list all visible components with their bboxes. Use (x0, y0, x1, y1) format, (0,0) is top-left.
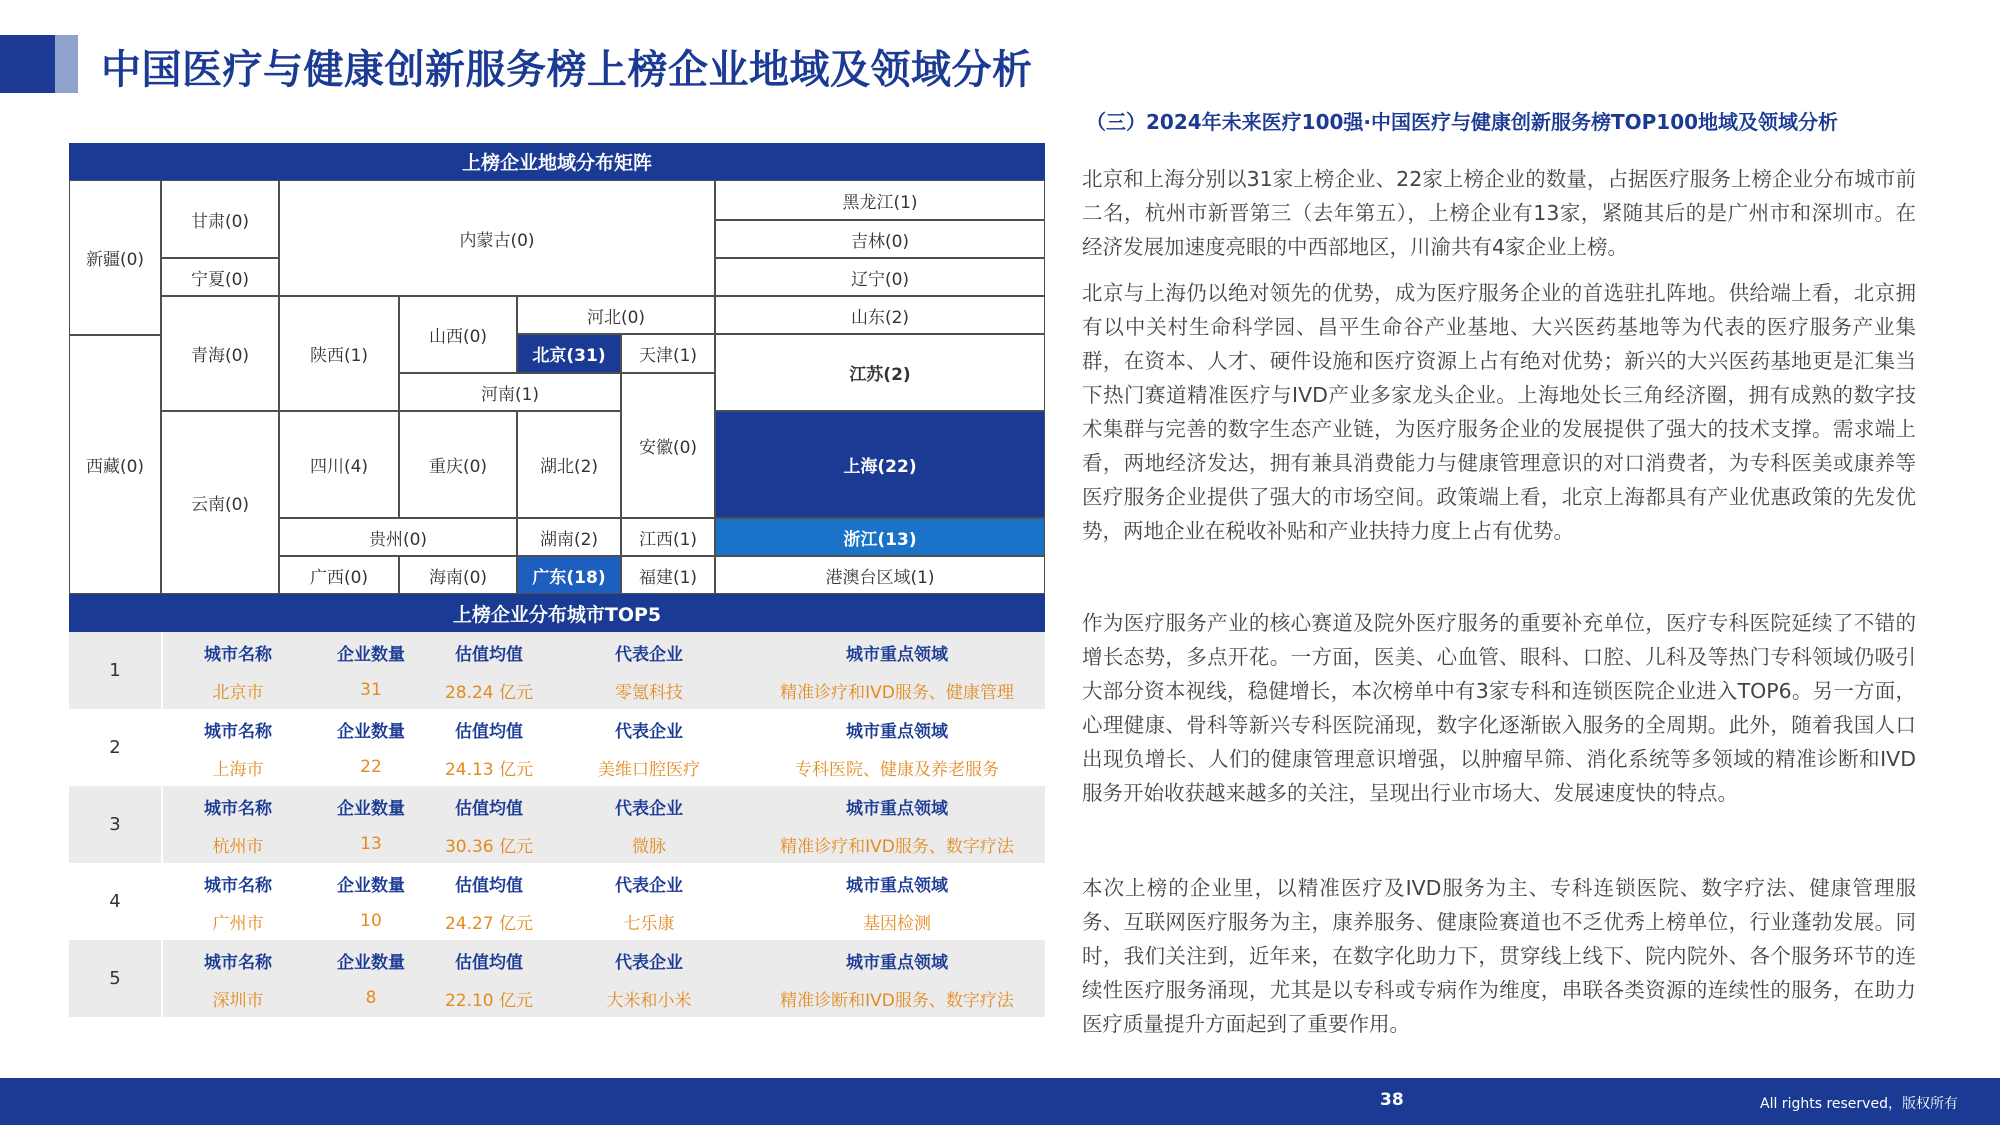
region-cell-hubei: 湖北(2) (517, 411, 621, 518)
column-header: 城市重点领域 (846, 721, 948, 742)
region-cell-xinjiang: 新疆(0) (69, 180, 161, 335)
title-accent-bar (0, 35, 55, 93)
column-header: 估值均值 (455, 798, 523, 819)
column-header: 企业数量 (337, 798, 405, 819)
column-header: 估值均值 (455, 875, 523, 896)
region-cell-sichuan: 四川(4) (279, 411, 399, 518)
column-header: 城市名称 (204, 798, 272, 819)
cell-focus: 专科医院、健康及养老服务 (795, 759, 999, 780)
column-header: 企业数量 (337, 875, 405, 896)
rank-number: 5 (109, 968, 121, 989)
region-cell-hunan: 湖南(2) (517, 518, 621, 556)
column-header: 代表企业 (615, 952, 683, 973)
region-cell-anhui: 安徽(0) (621, 373, 715, 518)
footer-bar (0, 1078, 2000, 1125)
table-row (69, 709, 1045, 786)
column-header: 城市重点领域 (846, 644, 948, 665)
region-cell-shaanxi: 陕西(1) (279, 296, 399, 411)
region-cell-guangxi: 广西(0) (279, 556, 399, 594)
region-cell-shanxi: 山西(0) (399, 296, 517, 373)
rank-number: 3 (109, 814, 121, 835)
top5-city-table (69, 594, 1045, 1020)
region-cell-xizang: 西藏(0) (69, 335, 161, 594)
column-header: 代表企业 (615, 721, 683, 742)
cell-focus: 基因检测 (863, 913, 931, 934)
region-cell-qinghai: 青海(0) (161, 296, 279, 411)
region-cell-jiangsu: 江苏(2) (715, 334, 1045, 411)
region-cell-jiangxi: 江西(1) (621, 518, 715, 556)
copyright-text: All rights reserved，版权所有 (1760, 1096, 1958, 1112)
region-cell-hebei: 河北(0) (517, 296, 715, 334)
paragraph: 本次上榜的企业里，以精准医疗及IVD服务为主、专科连锁医院、数字疗法、健康管理服务、互联网医疗服务为主，康养服务、健康险赛道也不乏优秀上榜单位，行业蓬勃发展。同时，我们关注到，近年来，在数字化助力下，贯穿线上线下、院内院外、各个服务环节的连续性医疗服务涌现，尤其是以专科或专病作为维度，串联各类资源的连续性的服务，在助力医疗质量提升方面起到了重要作用。 (1082, 876, 1916, 1036)
column-header: 城市名称 (204, 952, 272, 973)
region-cell-liaoning: 辽宁(0) (715, 258, 1045, 296)
table-row (69, 940, 1045, 1017)
column-header: 城市重点领域 (846, 952, 948, 973)
region-cell-tianjin: 天津(1) (621, 334, 715, 373)
region-cell-jilin: 吉林(0) (715, 220, 1045, 258)
cell-valuation: 24.27 亿元 (444, 913, 534, 934)
region-cell-heilongjiang: 黑龙江(1) (715, 180, 1045, 220)
table-row (69, 863, 1045, 940)
cell-valuation: 24.13 亿元 (444, 759, 534, 780)
cell-city: 杭州市 (212, 836, 264, 857)
region-cell-chongqing: 重庆(0) (399, 411, 517, 518)
cell-valuation: 22.10 亿元 (444, 990, 534, 1011)
region-cell-shandong: 山东(2) (715, 296, 1045, 334)
cell-company: 大米和小米 (606, 990, 692, 1011)
region-cell-neimenggu: 内蒙古(0) (279, 180, 715, 296)
column-header: 估值均值 (455, 952, 523, 973)
column-header: 城市重点领域 (846, 798, 948, 819)
cell-count: 13 (360, 834, 382, 854)
table-row (69, 786, 1045, 863)
region-cell-shanghai: 上海(22) (715, 411, 1045, 518)
region-cell-zhejiang: 浙江(13) (715, 518, 1045, 556)
column-header: 代表企业 (615, 798, 683, 819)
cell-focus: 精准诊断和IVD服务、数字疗法 (780, 990, 1014, 1011)
cell-city: 广州市 (212, 913, 264, 934)
region-cell-fujian: 福建(1) (621, 556, 715, 594)
cell-count: 22 (360, 757, 382, 777)
title-accent-bar-light (55, 35, 78, 93)
cell-city: 上海市 (212, 759, 264, 780)
region-cell-ningxia: 宁夏(0) (161, 258, 279, 296)
region-cell-beijing: 北京(31) (517, 334, 621, 373)
cell-count: 8 (365, 988, 377, 1008)
cell-valuation: 28.24 亿元 (444, 682, 534, 703)
table-row (69, 632, 1045, 709)
column-header: 估值均值 (455, 644, 523, 665)
section-heading: （三）2024年未来医疗100强·中国医疗与健康创新服务榜TOP100地域及领域分析 (1086, 110, 1839, 134)
column-header: 企业数量 (337, 952, 405, 973)
cell-city: 北京市 (212, 682, 264, 703)
column-header: 城市名称 (204, 721, 272, 742)
matrix-header: 上榜企业地域分布矩阵 (69, 143, 1045, 180)
rank-number: 1 (109, 660, 121, 681)
column-header: 城市重点领域 (846, 875, 948, 896)
region-cell-gangaotai: 港澳台区域(1) (715, 556, 1045, 594)
rank-number: 2 (109, 737, 121, 758)
cell-count: 31 (360, 680, 382, 700)
region-cell-gansu: 甘肃(0) (161, 180, 279, 258)
cell-company: 七乐康 (623, 913, 675, 934)
rank-number: 4 (109, 891, 121, 912)
cell-company: 美维口腔医疗 (598, 759, 700, 780)
column-header: 代表企业 (615, 644, 683, 665)
cell-focus: 精准诊疗和IVD服务、健康管理 (780, 682, 1014, 703)
column-header: 企业数量 (337, 644, 405, 665)
paragraph: 作为医疗服务产业的核心赛道及院外医疗服务的重要补充单位，医疗专科医院延续了不错的增长态势，多点开花。一方面，医美、心血管、眼科、口腔、儿科及等热门专科领域仍吸引大部分资本视线，稳健增长，本次榜单中有3家专科和连锁医院企业进入TOP6。另一方面，心理健康、骨科等新兴专科医院涌现，数字化逐渐嵌入服务的全周期。此外，随着我国人口出现负增长、人们的健康管理意识增强，以肿瘤早筛、消化系统等多领域的精准诊断和IVD服务开始收获越来越多的关注，呈现出行业市场大、发展速度快的特点。 (1082, 611, 1916, 805)
top5-header: 上榜企业分布城市TOP5 (69, 594, 1045, 632)
cell-valuation: 30.36 亿元 (444, 836, 534, 857)
page-title: 中国医疗与健康创新服务榜上榜企业地域及领域分析 (101, 47, 1033, 93)
region-cell-guangdong: 广东(18) (517, 556, 621, 594)
region-cell-guizhou: 贵州(0) (279, 518, 517, 556)
region-distribution-matrix (69, 143, 1045, 594)
column-header: 估值均值 (455, 721, 523, 742)
cell-focus: 精准诊疗和IVD服务、数字疗法 (780, 836, 1014, 857)
column-header: 企业数量 (337, 721, 405, 742)
page-number: 38 (1380, 1090, 1404, 1110)
column-header: 代表企业 (615, 875, 683, 896)
cell-city: 深圳市 (212, 990, 264, 1011)
cell-company: 零氪科技 (615, 682, 683, 703)
region-cell-hainan: 海南(0) (399, 556, 517, 594)
cell-company: 微脉 (632, 836, 666, 857)
paragraph: 北京和上海分别以31家上榜企业、22家上榜企业的数量，占据医疗服务上榜企业分布城市前二名，杭州市新晋第三（去年第五），上榜企业有13家，紧随其后的是广州市和深圳市。在经济发展加速度亮眼的中西部地区，川渝共有4家企业上榜。 (1082, 167, 1916, 259)
column-header: 城市名称 (204, 875, 272, 896)
paragraph: 北京与上海仍以绝对领先的优势，成为医疗服务企业的首选驻扎阵地。供给端上看，北京拥有以中关村生命科学园、昌平生命谷产业基地、大兴医药基地等为代表的医疗服务产业集群，在资本、人才、硬件设施和医疗资源上占有绝对优势；新兴的大兴医药基地更是汇集当下热门赛道精准医疗与IVD产业多家龙头企业。上海地处长三角经济圈，拥有成熟的数字技术集群与完善的数字生态产业链，为医疗服务企业的发展提供了强大的技术支撑。需求端上看，两地经济发达，拥有兼具消费能力与健康管理意识的对口消费者，为专科医美或康养等医疗服务企业提供了强大的市场空间。政策端上看，北京上海都具有产业优惠政策的先发优势，两地企业在税收补贴和产业扶持力度上占有优势。 (1082, 281, 1916, 543)
region-cell-henan: 河南(1) (399, 373, 621, 411)
cell-count: 10 (360, 911, 382, 931)
region-cell-yunnan: 云南(0) (161, 411, 279, 594)
column-header: 城市名称 (204, 644, 272, 665)
